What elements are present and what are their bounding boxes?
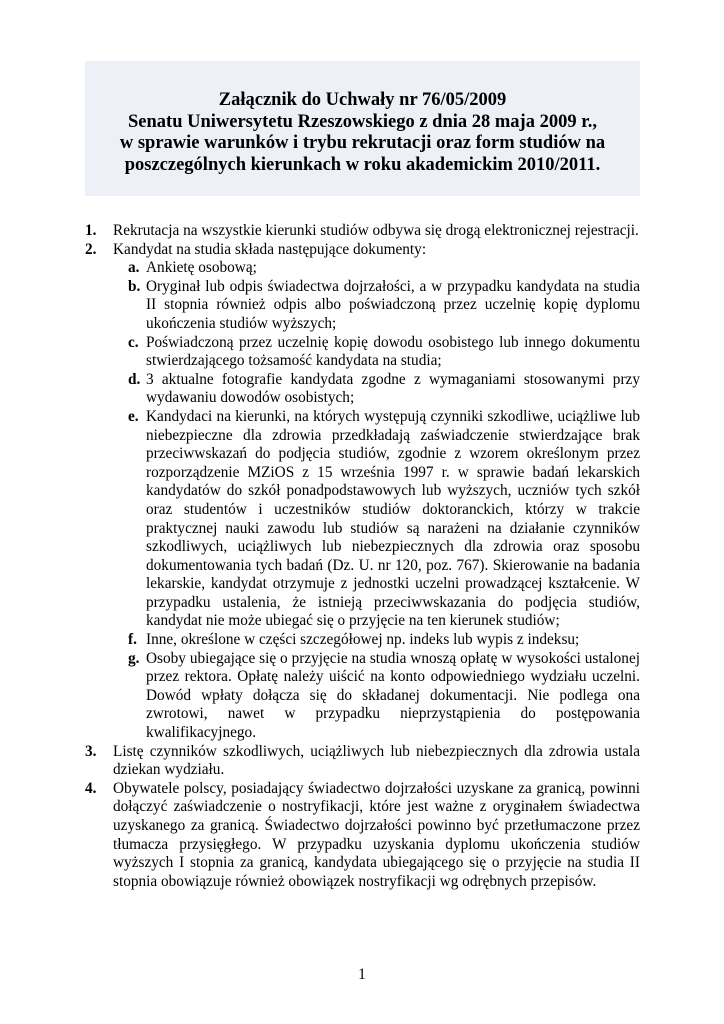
- list-item: [85, 241, 640, 260]
- sub-list-item: [85, 650, 640, 743]
- sub-list-item: [85, 259, 640, 278]
- item-text: Listę czynników szkodliwych, uciążliwych lub niebezpiecznych dla zdrowia ustala dziekan wydziału.: [113, 742, 640, 779]
- sub-item-letter: b.: [128, 277, 141, 295]
- item-number: 4.: [85, 779, 97, 797]
- sub-item-text: Kandydaci na kierunki, na których występują czynniki szkodliwe, uciążliwe lub niebezpieczne dla zdrowia przedkładają zaświadczenie stwierdzające brak przeciwwskazań do podjęcia studiów, zgodnie z wzorem określonym przez rozporządzenie MZiOS z 15 września 1997 r. w sprawie badań lekarskich kandydatów do szkół ponadpodstawowych lub wyższych, uczniów tych szkół oraz studentów i uczestników studiów doktoranckich, którzy w trakcie praktycznej nauki zawodu lub studiów są narażeni na działanie czynników szkodliwych, uciążliwych lub niebezpiecznych dla zdrowia oraz sposobu dokumentowania tych badań (Dz. U. nr 120, poz. 767). Skierowanie na badania lekarskie, kandydat otrzymuje z jednostki uczelni prowadzącej kształcenie. W przypadku ustalenia, że istnieją przeciwwskazania do podjęcia studiów, kandydat nie może ubiegać się o przyjęcie na ten kierunek studiów;: [146, 407, 640, 630]
- sub-list-item: [85, 408, 640, 631]
- sub-list-item: [85, 631, 640, 650]
- sub-item-text: Ankietę osobową;: [146, 259, 257, 277]
- list-item: [85, 743, 640, 780]
- list-item: [85, 222, 640, 241]
- title-line: w sprawie warunków i trybu rekrutacji oraz form studiów na: [119, 133, 606, 153]
- sub-item-letter: e.: [128, 407, 139, 425]
- sub-item-text: Inne, określone w części szczegółowej np. indeks lub wypis z indeksu;: [146, 631, 580, 649]
- item-text: Kandydat na studia składa następujące dokumenty:: [113, 240, 427, 258]
- sub-item-letter: g.: [128, 649, 140, 667]
- sub-item-text: Osoby ubiegające się o przyjęcie na studia wnoszą opłatę w wysokości ustalonej przez rektora. Opłatę należy uiścić na konto odpowiedniego wydziału uczelni. Dowód wpłaty dołącza się do składanej dokumentacji. Nie podlega ona zwrotowi, nawet w przypadku nieprzystąpienia do postępowania kwalifikacyjnego.: [146, 649, 640, 742]
- item-number: 2.: [85, 240, 97, 258]
- document-body: [85, 222, 640, 891]
- sub-item-letter: c.: [128, 333, 139, 351]
- list-item: [85, 780, 640, 892]
- item-text: Rekrutacja na wszystkie kierunki studiów odbywa się drogą elektronicznej rejestracji.: [113, 222, 639, 239]
- item-text: Obywatele polscy, posiadający świadectwo dojrzałości uzyskane za granicą, powinni dołączyć zaświadczenie o nostryfikacji, które jest ważne z oryginałem świadectwa uzyskanego za granicą. Świadectwo dojrzałości powinno być przetłumaczone przez tłumacza przysięgłego. W przypadku uzyskania dyplomu ukończenia studiów wyższych I stopnia za granicą, kandydata ubiegającego się o przyjęcie na studia II stopnia obowiązuje również obowiązek nostryfikacji wg odrębnych przepisów.: [113, 779, 640, 890]
- sub-item-letter: f.: [128, 631, 137, 649]
- sub-list-item: [85, 334, 640, 371]
- sub-item-letter: a.: [128, 259, 140, 277]
- sub-item-letter: d.: [128, 370, 141, 388]
- item-number: 1.: [85, 222, 97, 239]
- title-line: poszczególnych kierunkach w roku akademickim 2010/2011.: [124, 154, 601, 175]
- sub-item-text: 3 aktualne fotografie kandydata zgodne z wymaganiami stosowanymi przy wydawaniu dowodów osobistych;: [146, 370, 640, 407]
- document-title: [85, 90, 640, 176]
- item-number: 3.: [85, 742, 97, 760]
- sub-list-item: [85, 371, 640, 408]
- title-line: Senatu Uniwersytetu Rzeszowskiego z dnia 28 maja 2009 r.,: [128, 111, 597, 132]
- page-number: 1: [358, 966, 366, 983]
- title-line: Załącznik do Uchwały nr 76/05/2009: [218, 90, 507, 110]
- sub-item-text: Oryginał lub odpis świadectwa dojrzałości, a w przypadku kandydata na studia II stopnia również odpis albo poświadczoną przez uczelnię kopię dyplomu ukończenia studiów wyższych;: [146, 277, 640, 332]
- sub-list-item: [85, 278, 640, 334]
- sub-item-text: Poświadczoną przez uczelnię kopię dowodu osobistego lub innego dokumentu stwierdzającego tożsamość kandydata na studia;: [146, 333, 640, 370]
